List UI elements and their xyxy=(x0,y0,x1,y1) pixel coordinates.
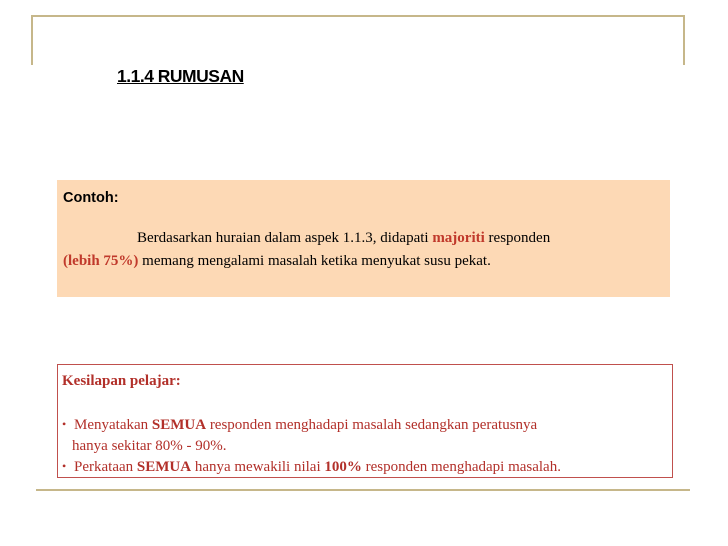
mistake-item-1-continuation: hanya sekitar 80% - 90%. xyxy=(72,438,227,454)
bullet-icon: • xyxy=(62,459,67,473)
example-line-1-text: Berdasarkan huraian dalam aspek 1.1.3, didapati xyxy=(137,230,433,246)
mistake-item-2 xyxy=(62,459,561,476)
mistake-item-2-strong: SEMUA xyxy=(136,459,192,475)
mistake-item-1-post: responden menghadapi masalah sedangkan peratusnya xyxy=(206,417,538,433)
example-box xyxy=(57,180,670,297)
mistake-item-2-strong-2: 100% xyxy=(324,459,362,475)
mistake-item-1-strong: SEMUA xyxy=(151,417,207,433)
example-line-1 xyxy=(137,230,550,247)
slide-frame-top xyxy=(31,15,685,17)
example-line-1-end: responden xyxy=(484,230,551,246)
section-title: 1.1.4 RUMUSAN xyxy=(117,66,244,86)
bullet-icon: • xyxy=(62,417,67,431)
example-highlight-majoriti: majoriti xyxy=(432,230,485,246)
slide-frame-bottom xyxy=(36,489,690,491)
mistake-item-1-pre: Menyatakan xyxy=(74,417,152,433)
example-label: Contoh: xyxy=(63,190,119,206)
mistake-item-2-post: responden menghadapi masalah. xyxy=(361,459,561,475)
mistake-item-2-pre: Perkataan xyxy=(74,459,137,475)
mistakes-box xyxy=(57,364,673,478)
slide-frame-right xyxy=(683,15,685,65)
example-line-2 xyxy=(63,253,491,270)
slide-frame-left xyxy=(31,15,33,65)
mistakes-label: Kesilapan pelajar: xyxy=(62,373,181,389)
example-highlight-percent: (lebih 75%) xyxy=(63,253,139,269)
mistake-item-2-mid: hanya mewakili nilai xyxy=(191,459,325,475)
example-line-2-text: memang mengalami masalah ketika menyukat susu pekat. xyxy=(138,253,491,269)
mistake-item-1 xyxy=(62,417,537,434)
